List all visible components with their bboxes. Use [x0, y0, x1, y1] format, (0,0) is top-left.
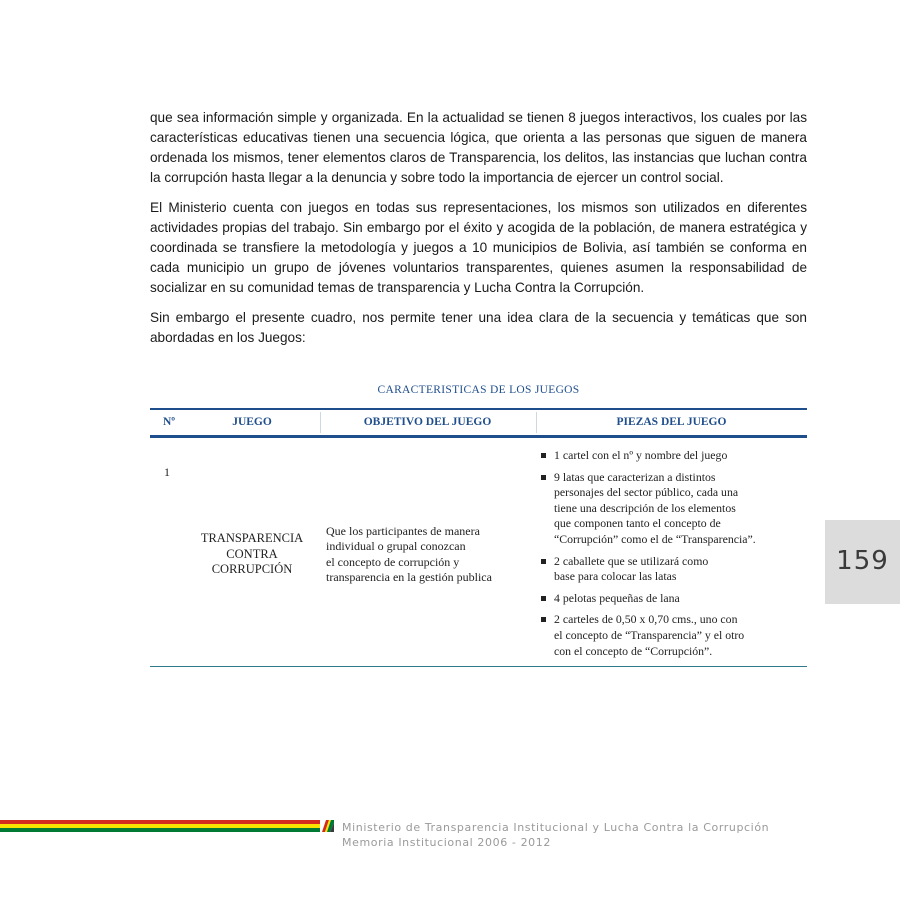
- bullet-icon: [541, 559, 546, 564]
- body-text: [150, 108, 807, 358]
- game-pieces-list: [540, 448, 805, 665]
- piece-line: el concepto de “Transparencia” y el otro: [554, 627, 745, 642]
- bullet-icon: [541, 453, 546, 458]
- paragraph: que sea información simple y organizada. En la actualidad se tienen 8 juegos interactivos, los cuales por las características educativas tienen una secuencia lógica, que orienta a las personas que siguen de manera ordenada los mismos, tener elementos claros de Transparencia, los delitos, las instancias que luchan contra la corrupción hasta llegar a la denuncia y sobre todo la importancia de ejercer un control social.: [150, 110, 807, 185]
- piece-line: base para colocar las latas: [554, 569, 677, 584]
- list-item: [540, 554, 805, 585]
- table-title: CARACTERISTICAS DE LOS JUEGOS: [377, 384, 580, 396]
- game-name-line: CORRUPCIÓN: [211, 562, 293, 577]
- game-name-line: TRANSPARENCIA: [200, 531, 304, 545]
- bullet-icon: [541, 617, 546, 622]
- list-item: [540, 591, 805, 607]
- bullet-icon: [541, 475, 546, 480]
- flag-green-stripe: [0, 828, 320, 832]
- piece-line: 2 caballete que se utilizará como: [554, 553, 709, 568]
- header-objetivo: OBJETIVO DEL JUEGO: [363, 416, 492, 428]
- list-item: [540, 612, 805, 659]
- piece-line: 9 latas que caracterizan a distintos: [554, 469, 716, 484]
- piece-line: tiene una descripción de los elementos: [554, 500, 736, 515]
- bolivia-flag-stripe: [0, 820, 320, 832]
- row-number: 1: [164, 465, 170, 479]
- table-header: [150, 408, 807, 438]
- table-bottom-rule: [150, 666, 807, 667]
- objective-line: Que los participantes de manera: [326, 524, 480, 538]
- list-item: [540, 448, 805, 464]
- piece-line: que componen tanto el concepto de: [554, 516, 721, 531]
- paragraph: El Ministerio cuenta con juegos en todas sus representaciones, los mismos son utilizados en diferentes actividades propias del trabajo. Sin embargo por el éxito y acogida de la población, de manera estratégica y coordinada se transfiere la metodología y juegos a 10 municipios de Bolivia, así también se conforma en cada municipio un grupo de jóvenes voluntarios transparentes, quienes asumen la responsabilidad de socializar en su comunidad temas de transparencia y Lucha Contra la Corrupción.: [150, 200, 807, 295]
- page-number-tab: [825, 520, 900, 604]
- objective-line: individual o grupal conozcan: [326, 539, 466, 554]
- game-name-line: CONTRA: [226, 546, 278, 561]
- piece-line: personajes del sector público, cada una: [554, 485, 739, 500]
- games-table: [150, 408, 807, 668]
- flag-emblem-icon: [322, 820, 334, 832]
- game-objective: [326, 524, 526, 586]
- bullet-icon: [541, 596, 546, 601]
- page-number: 159: [836, 546, 889, 576]
- header-num: Nº: [162, 416, 176, 428]
- list-item: [540, 470, 805, 548]
- objective-line: el concepto de corrupción y: [326, 554, 460, 569]
- piece-line: con el concepto de “Corrupción”.: [554, 643, 713, 658]
- game-name: [192, 531, 312, 578]
- paragraph: Sin embargo el presente cuadro, nos permite tener una idea clara de la secuencia y temáticas que son abordadas en los Juegos:: [150, 310, 807, 345]
- objective-line: transparencia en la gestión publica: [326, 570, 492, 585]
- footer: [342, 820, 769, 850]
- piece-line: 4 pelotas pequeñas de lana: [554, 590, 680, 605]
- piece-line: 1 cartel con el nº y nombre del juego: [554, 448, 728, 462]
- footer-line-1: Ministerio de Transparencia Institucional y Lucha Contra la Corrupción: [342, 821, 770, 834]
- header-juego: JUEGO: [232, 416, 272, 428]
- piece-line: “Corrupción” como el de “Transparencia”.: [554, 531, 756, 546]
- piece-line: 2 carteles de 0,50 x 0,70 cms., uno con: [554, 612, 738, 627]
- footer-line-2: Memoria Institucional 2006 - 2012: [342, 836, 551, 849]
- header-piezas: PIEZAS DEL JUEGO: [616, 416, 727, 428]
